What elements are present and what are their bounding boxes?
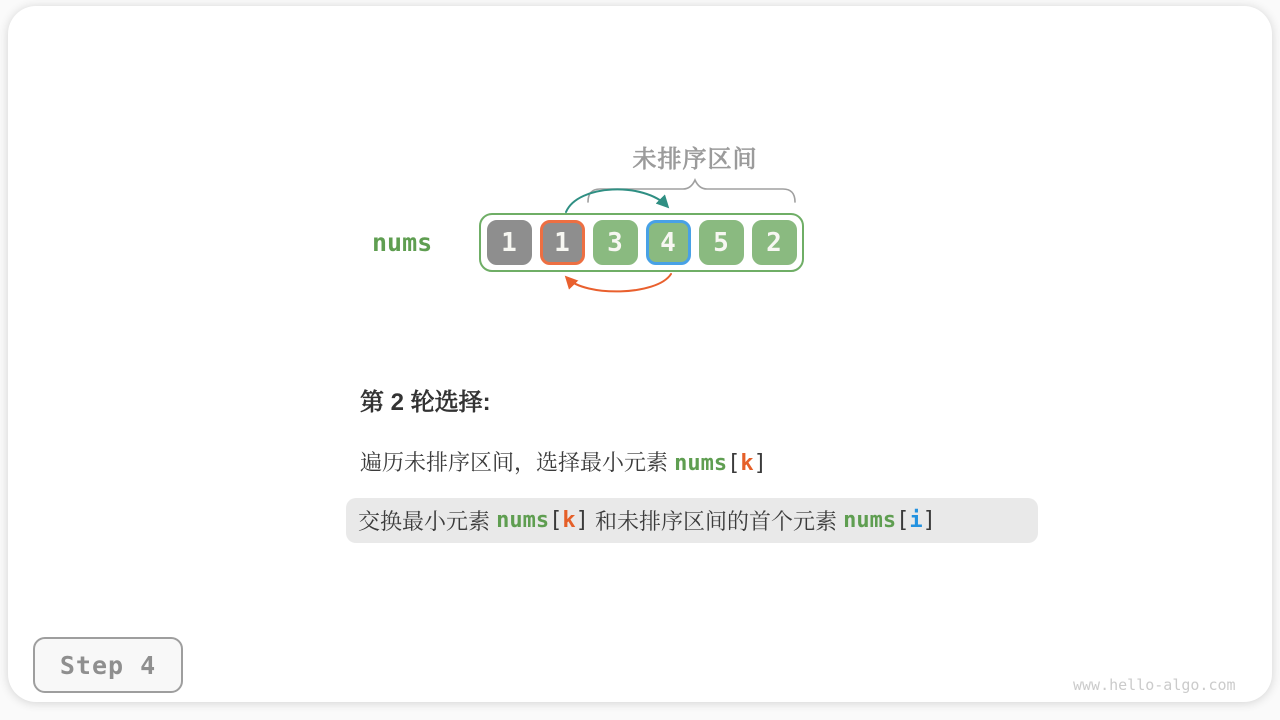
array-cell: 1: [487, 220, 532, 265]
code-bracket-open: [: [896, 508, 910, 533]
code-bracket-open: [: [549, 508, 563, 533]
unsorted-range-label: 未排序区间: [632, 146, 758, 173]
swap-description-box: [346, 498, 1038, 543]
nums-array: [479, 213, 804, 272]
swap-text-prefix: 交换最小元素: [358, 509, 497, 534]
code-nums-i: [843, 508, 936, 533]
swap-text-middle: 和未排序区间的首个元素: [588, 509, 844, 534]
traverse-description: [360, 446, 767, 477]
watermark: www.hello-algo.com: [1073, 676, 1236, 694]
code-array-name: nums: [674, 451, 728, 476]
code-bracket-close: ]: [922, 508, 936, 533]
array-cell: 3: [593, 220, 638, 265]
code-array-name: nums: [843, 508, 897, 533]
traverse-text: 遍历未排序区间，选择最小元素: [360, 450, 675, 475]
array-name-label: nums: [372, 228, 433, 257]
code-nums-k: [496, 508, 589, 533]
code-index-k: k: [740, 451, 754, 476]
code-array-name: nums: [496, 508, 550, 533]
code-bracket-close: ]: [575, 508, 589, 533]
code-bracket-close: ]: [753, 451, 767, 476]
code-index-k: k: [562, 508, 576, 533]
array-cell-min-element: 4: [646, 220, 691, 265]
code-bracket-open: [: [727, 451, 741, 476]
array-cell-first-unsorted: 1: [540, 220, 585, 265]
code-index-i: i: [909, 508, 923, 533]
round-heading: 第 2 轮选择:: [360, 389, 491, 416]
step-badge: Step 4: [33, 637, 183, 693]
array-cell: 2: [752, 220, 797, 265]
code-nums-k: [674, 451, 767, 476]
array-cell: 5: [699, 220, 744, 265]
slide-card: [8, 6, 1272, 702]
